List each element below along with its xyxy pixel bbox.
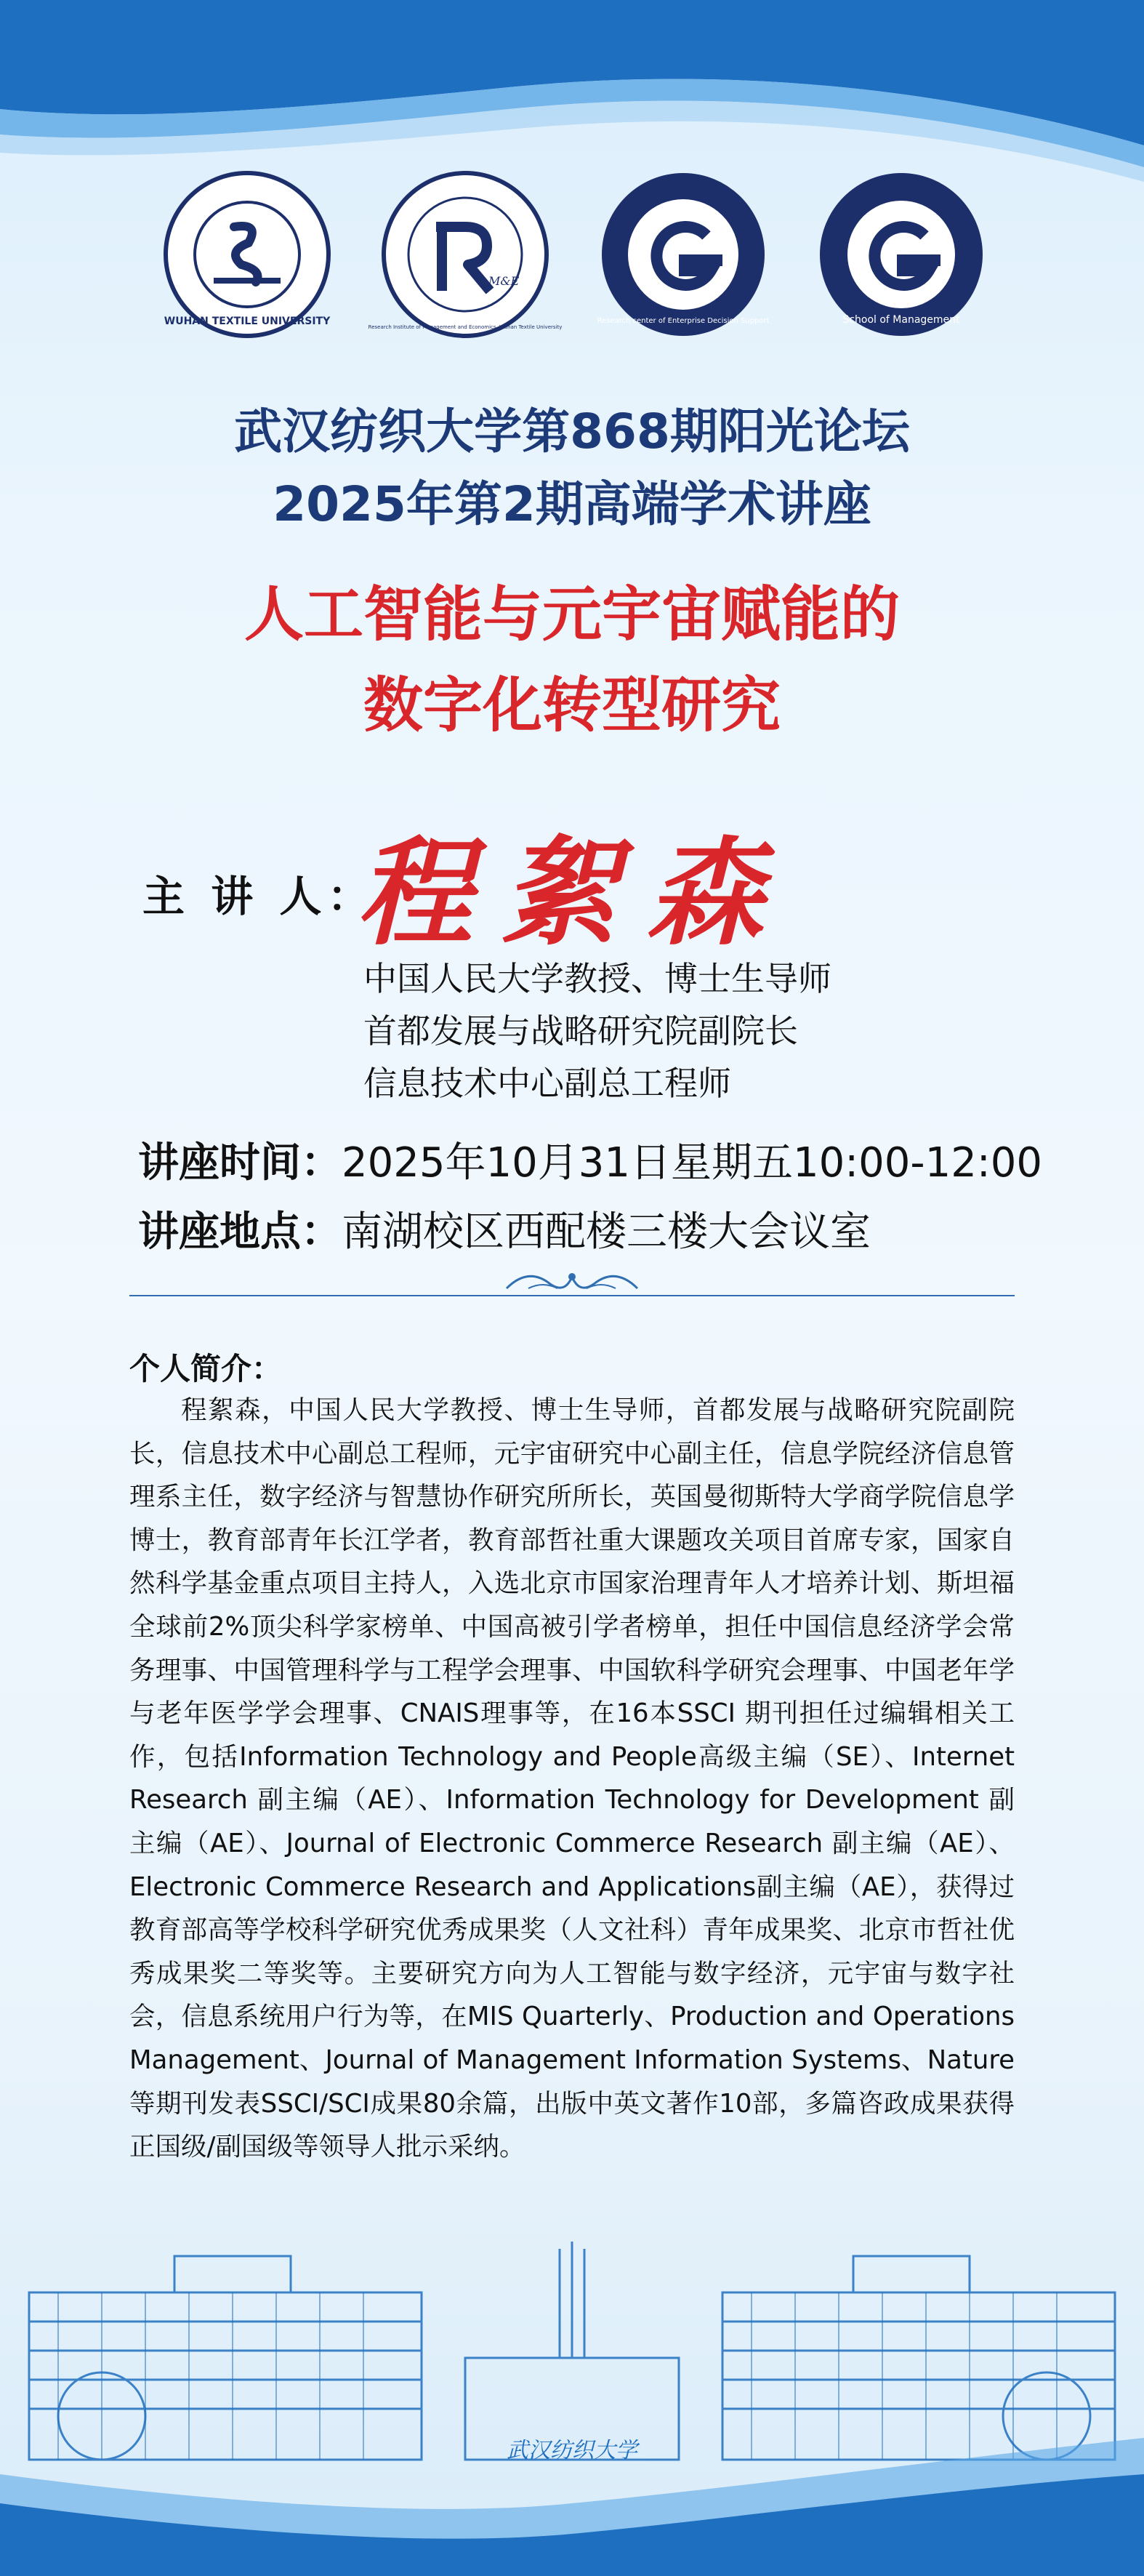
lecture-series-title: 2025年第2期高端学术讲座 xyxy=(273,476,871,532)
enterprise-decision-center-logo xyxy=(597,169,769,340)
forum-title: 武汉纺织大学第868期阳光论坛 xyxy=(234,404,910,460)
speaker-title-item: 信息技术中心副总工程师 xyxy=(363,1064,731,1103)
svg-text:Research center of Enterprise: Research center of Enterprise Decision Support xyxy=(597,317,770,325)
speaker-name: 程絮森 xyxy=(356,824,793,961)
speaker-title-item: 中国人民大学教授、博士生导师 xyxy=(363,959,831,998)
speaker-title-item: 首都发展与战略研究院副院长 xyxy=(363,1011,798,1051)
speaker-titles xyxy=(363,952,831,1110)
wuhan-textile-university-logo xyxy=(161,169,333,340)
school-of-management-logo xyxy=(815,169,987,340)
lecture-place-value: 南湖校区西配楼三楼大会议室 xyxy=(342,1208,871,1256)
campus-calligraphy: 武汉纺织大学 xyxy=(507,2438,637,2463)
svg-text:M&E: M&E xyxy=(488,274,520,288)
bio-paragraph: 程絮森，中国人民大学教授、博士生导师，首都发展与战略研究院副院长，信息技术中心副总工程师，元宇宙研究中心副主任，信息学院经济信息管理系主任，数字经济与智慧协作研究所所长，英国曼彻斯特大学商学院信息学博士，教育部青年长江学者，教育部哲社重大课题攻关项目首席专家，国家自然科学基金重点项目主持人，入选北京市国家治理青年人才培养计划、斯坦福全球前2%顶尖科学家榜单、中国高被引学者榜单，担任中国信息经济学会常务理事、中国管理科学与工程学会理事、中国软科学研究会理事、中国老年学与老年医学学会理事、CNAIS理事等，在16本SSCI 期刊担任过编辑相关工作，包括Information Technology and People高级主编（SE）、Internet Research 副主编（AE）、Information Technology for Development 副主编（AE）、Journal of Electronic Commerce Research 副主编（AE）、Electronic Commerce Research and Applications副主编（AE），获得过教育部高等学校科学研究优秀成果奖（人文社科）青年成果奖、北京市哲社优秀成果奖二等奖等。主要研究方向为人工智能与数字经济，元宇宙与数字社会，信息系统用户行为等，在MIS Quarterly、Production and Operations Management、Journal of Management Information Systems、Nature等期刊发表SSCI/SCI成果80余篇，出版中英文著作10部，多篇咨政成果获得正国级/副国级等领导人批示采纳。 xyxy=(129,1395,1015,2162)
svg-text:WUHAN TEXTILE UNIVERSITY: WUHAN TEXTILE UNIVERSITY xyxy=(164,316,331,327)
lecture-place-row xyxy=(138,1200,871,1258)
lecture-time-value: 2025年10月31日星期五10:00-12:00 xyxy=(342,1139,1043,1187)
lecture-time-row xyxy=(138,1131,1042,1189)
lecture-place-label: 讲座地点： xyxy=(138,1208,342,1256)
research-institute-logo xyxy=(368,169,563,340)
topic-line-1: 人工智能与元宇宙赋能的 xyxy=(243,580,900,649)
svg-text:School of Management: School of Management xyxy=(842,314,960,326)
logo-row xyxy=(0,169,1144,350)
bio-heading: 个人简介： xyxy=(129,1351,283,1387)
lecture-time-label: 讲座时间： xyxy=(138,1139,342,1187)
campus-illustration xyxy=(0,2198,1144,2576)
svg-text:Research Institute of Manageme: Research Institute of Management and Economics, Wuhan Textile University xyxy=(368,324,563,330)
topic-line-2: 数字化转型研究 xyxy=(363,671,781,740)
speaker-label: 主 讲 人： xyxy=(142,872,376,921)
divider-ornament-icon xyxy=(499,1267,645,1296)
